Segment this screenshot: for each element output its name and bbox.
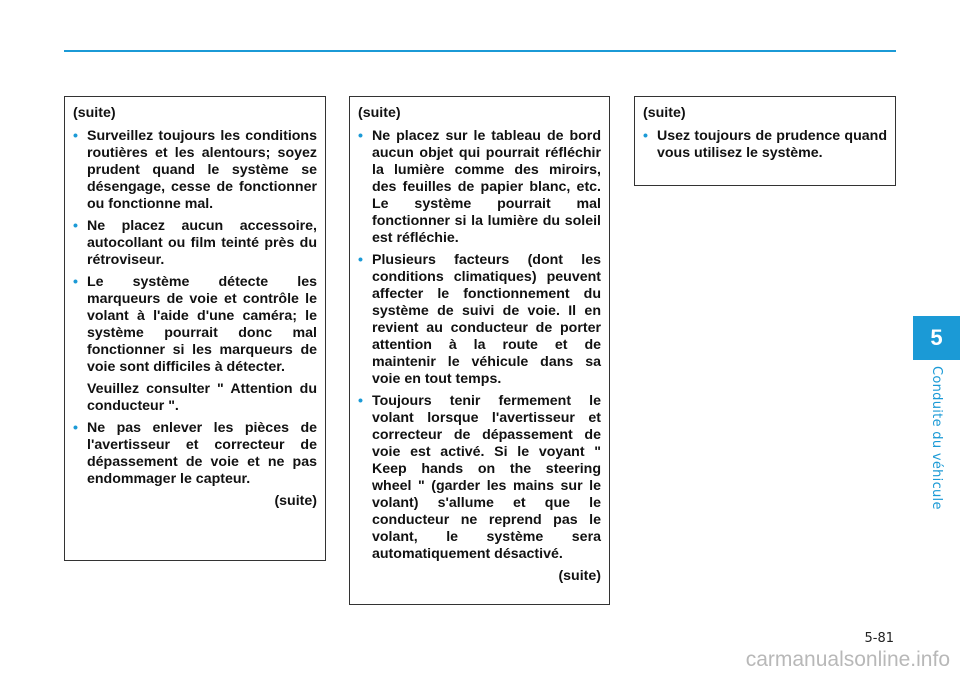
continued-heading: (suite) [358, 105, 401, 121]
page-number: 5-81 [864, 631, 894, 646]
bullet-icon: • [358, 128, 363, 144]
continued-footer: (suite) [558, 568, 601, 584]
warning-box-2 [349, 96, 610, 605]
continued-footer: (suite) [274, 493, 317, 509]
bullet-list [358, 128, 601, 563]
list-item: • Ne placez sur le tableau de bord aucun objet qui pourrait réfléchir la lumière comme des miroirs, des feuilles de papier blanc, etc. Le système pourrait mal fonctionner si la lumière du soleil est réfléchie. [358, 128, 601, 246]
bullet-icon: • [643, 128, 648, 144]
bullet-icon: • [358, 252, 363, 268]
bullet-list [643, 128, 887, 162]
header-rule [64, 50, 896, 52]
list-item: • Ne placez aucun accessoire, autocollant ou film teinté près du rétroviseur. [73, 218, 317, 268]
list-item: • Ne pas enlever les pièces de l'avertisseur et correcteur de dépassement de voie et ne pas endommager le capteur. [73, 420, 317, 487]
list-item: • Plusieurs facteurs (dont les conditions climatiques) peuvent affecter le fonctionnement du système de suivi de voie. Il en revient au conducteur de porter attention à la route et de maintenir le véhicule dans sa voie en tout temps. [358, 252, 601, 387]
warning-box-1 [64, 96, 326, 561]
bullet-icon: • [73, 128, 78, 144]
chapter-tab: 5 [913, 316, 960, 360]
list-item: • Le système détecte les marqueurs de voie et contrôle le volant à l'aide d'une caméra; le système pourrait donc mal fonctionner si les marqueurs de voie sont difficiles à détecter. [73, 274, 317, 375]
watermark: carmanualsonline.info [745, 648, 950, 671]
chapter-label-text: Conduite du véhicule [929, 366, 944, 510]
warning-box-3 [634, 96, 896, 186]
continued-heading: (suite) [643, 105, 686, 121]
list-item: • Toujours tenir fermement le volant lorsque l'avertisseur et correcteur de dépassement de voie est activé. Si le voyant " Keep hands on the steering wheel " (garder les mains sur le volant) s'allume et que le conducteur ne reprend pas le volant, le système sera automatiquement désactivé. [358, 393, 601, 562]
bullet-icon: • [73, 218, 78, 234]
bullet-list [73, 128, 317, 376]
bullet-icon: • [73, 420, 78, 436]
reference-note: Veuillez consulter " Attention du conducteur ". [87, 381, 317, 414]
continued-heading: (suite) [73, 105, 116, 121]
list-item: • Usez toujours de prudence quand vous utilisez le système. [643, 128, 887, 161]
bullet-icon: • [358, 393, 363, 409]
list-item: • Surveillez toujours les conditions routières et les alentours; soyez prudent quand le système se désengage, cesse de fonctionner ou fonctionne mal. [73, 128, 317, 212]
bullet-list [73, 420, 317, 488]
bullet-icon: • [73, 274, 78, 290]
